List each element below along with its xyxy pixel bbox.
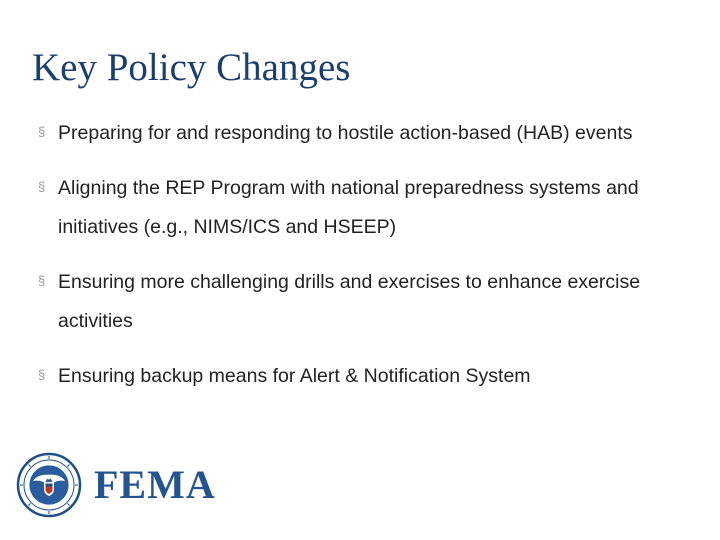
bullet-marker: §	[38, 273, 46, 288]
bullet-list	[38, 114, 688, 412]
slide-title: Key Policy Changes	[32, 46, 351, 89]
bullet-item	[38, 263, 688, 341]
dhs-seal-icon	[16, 452, 82, 518]
bullet-marker: §	[38, 179, 46, 194]
bullet-item	[38, 169, 688, 247]
bullet-text: Aligning the REP Program with national preparedness systems and initiatives (e.g., NIMS/ICS and HSEEP)	[58, 177, 639, 238]
fema-wordmark: FEMA	[94, 462, 216, 507]
bullet-text: Ensuring backup means for Alert & Notification System	[58, 365, 531, 387]
fema-logo	[16, 450, 216, 520]
bullet-item	[38, 114, 688, 153]
bullet-marker: §	[38, 367, 46, 382]
bullet-text: Ensuring more challenging drills and exercises to enhance exercise activities	[58, 271, 641, 332]
bullet-text: Preparing for and responding to hostile action-based (HAB) events	[58, 122, 633, 144]
title-divider	[0, 104, 720, 105]
bullet-marker: §	[38, 124, 46, 139]
bullet-item	[38, 357, 688, 396]
